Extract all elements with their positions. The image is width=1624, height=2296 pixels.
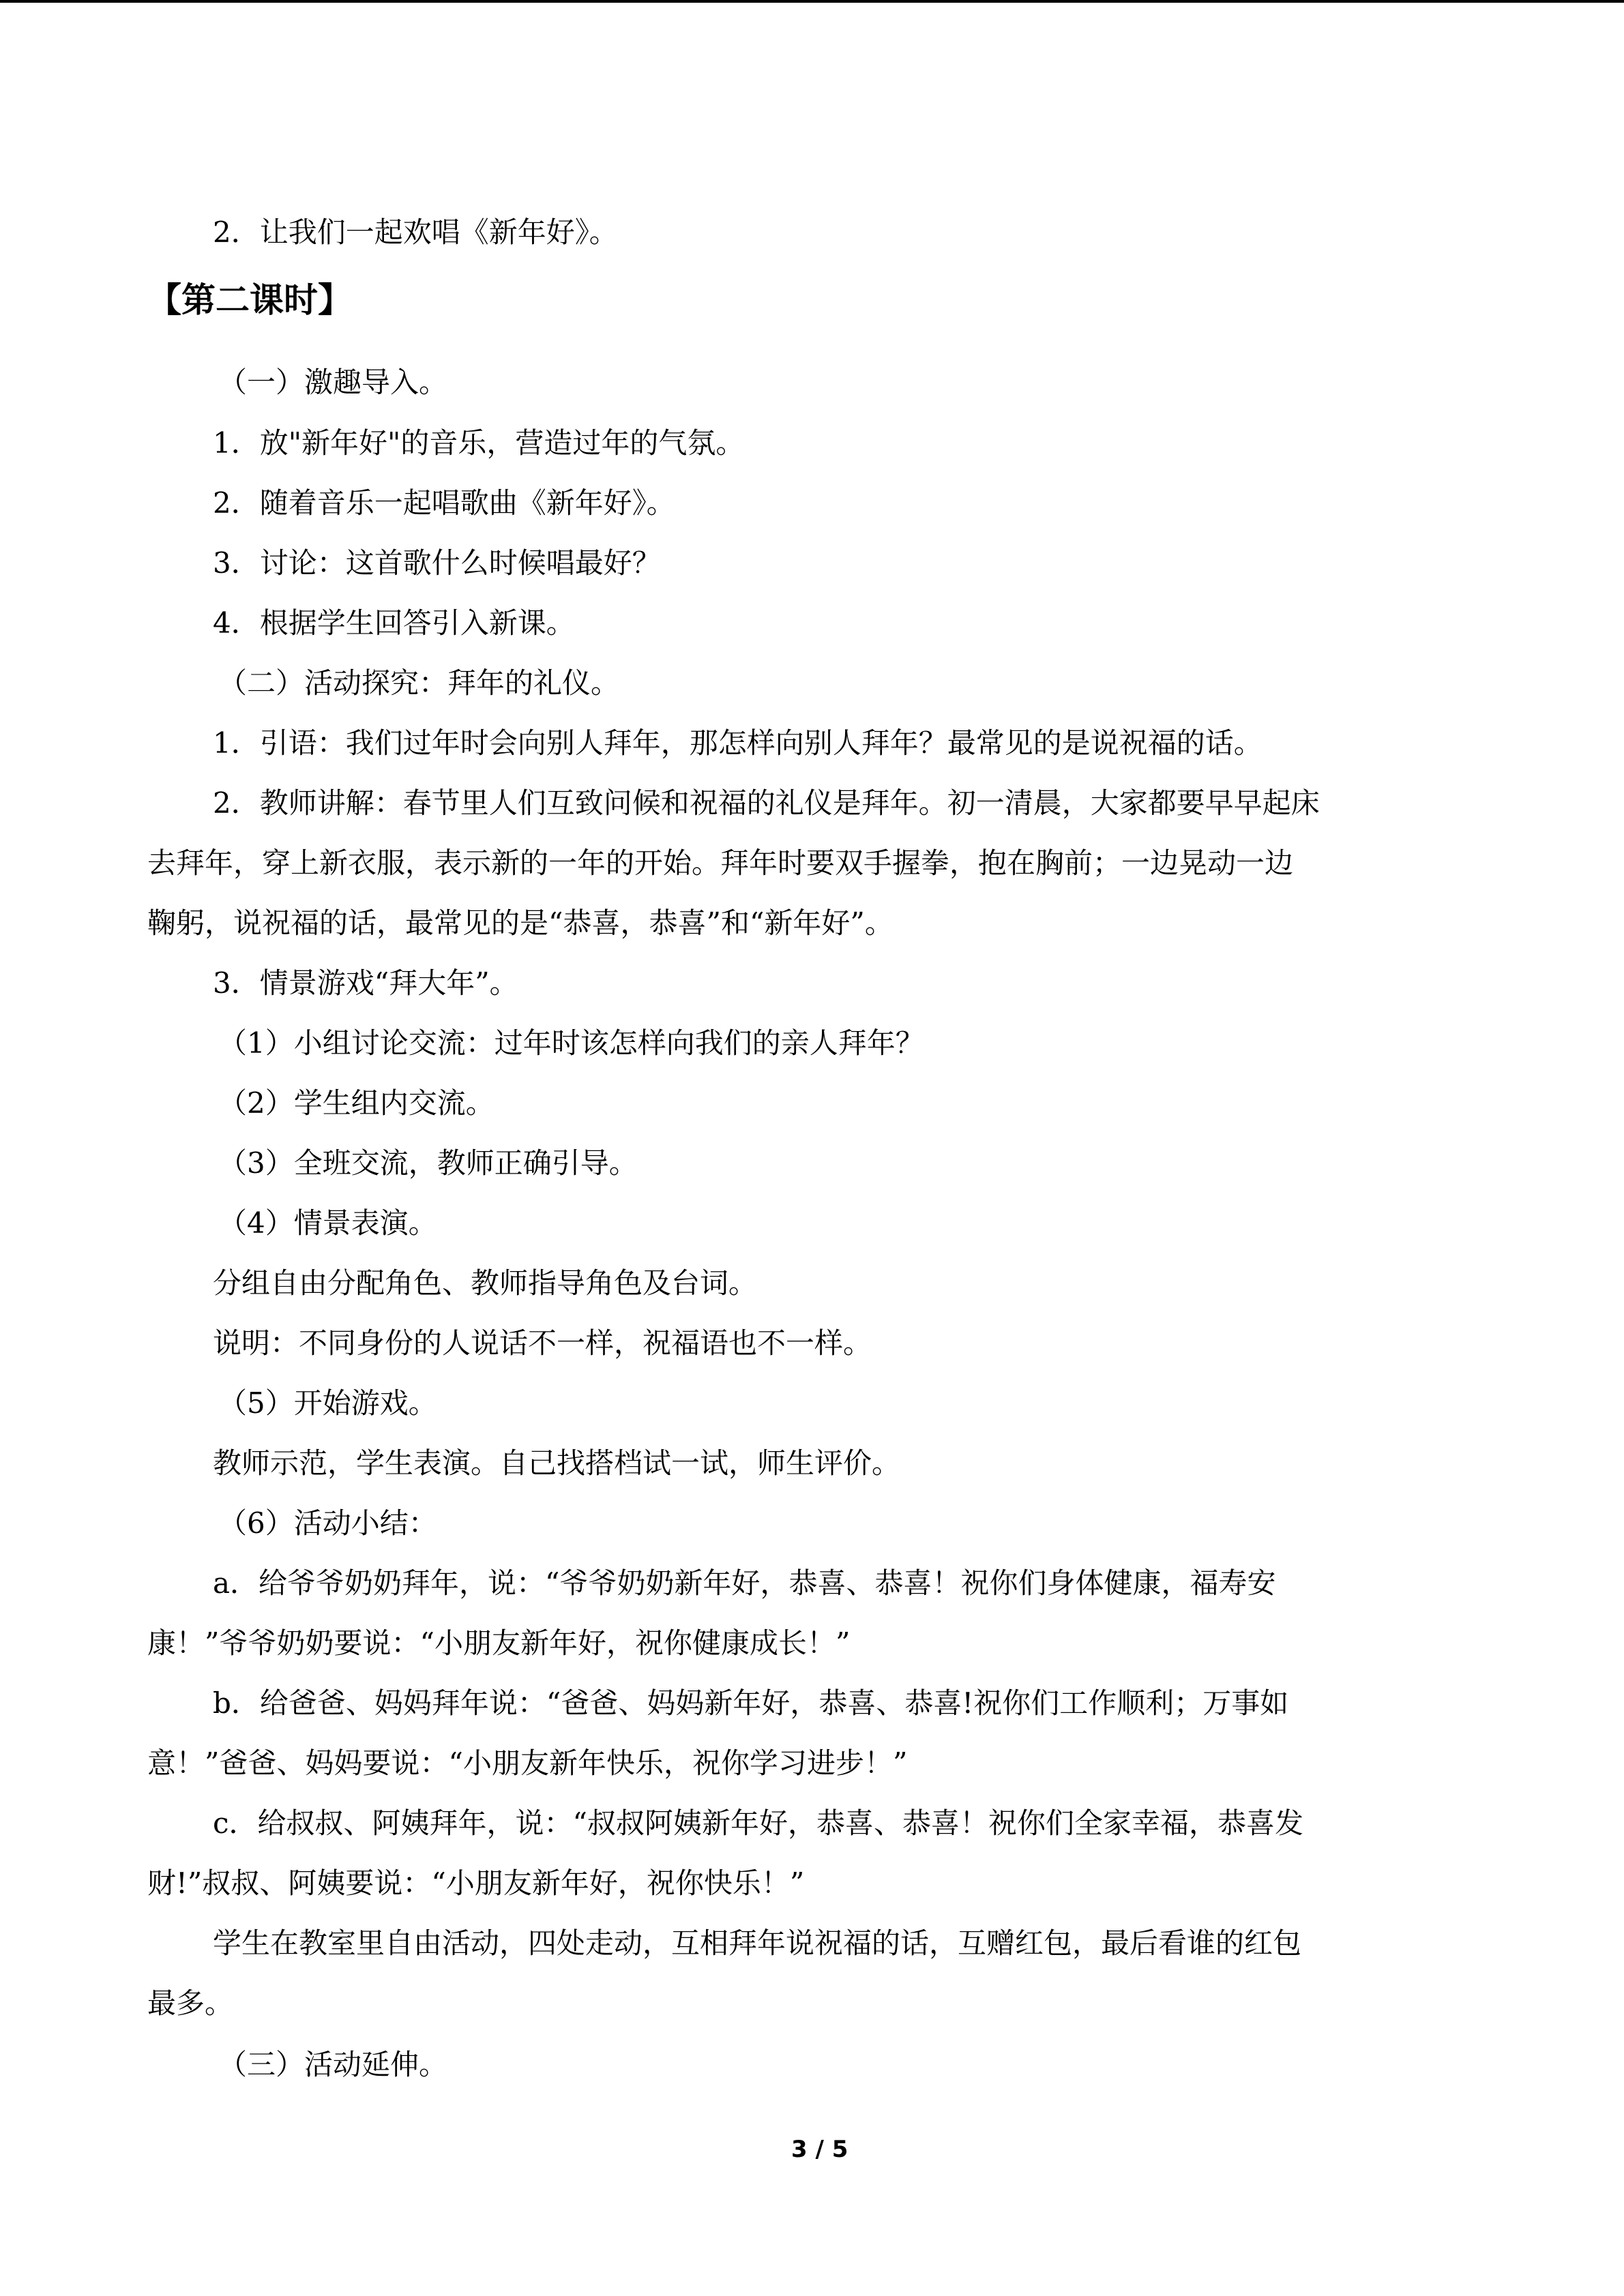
section-heading: 【第二课时】 [147, 280, 352, 320]
paragraph-line: 2．教师讲解：春节里人们互致问候和祝福的礼仪是拜年。初一清晨，大家都要早早起床 [213, 786, 1320, 820]
paragraph-line: 去拜年，穿上新衣服，表示新的一年的开始。拜年时要双手握拳，抱在胸前；一边晃动一边 [147, 846, 1294, 880]
paragraph-line: 意！”爸爸、妈妈要说：“小朋友新年快乐，祝你学习进步！” [147, 1746, 908, 1780]
subsection-heading: （一）激趣导入。 [218, 366, 448, 399]
paragraph-line: 1．放"新年好"的音乐，营造过年的气氛。 [213, 426, 745, 460]
paragraph-line: 教师示范，学生表演。自己找搭档试一试，师生评价。 [213, 1446, 901, 1480]
paragraph-line: （4）情景表演。 [218, 1206, 437, 1240]
paragraph-line: 康！”爷爷奶奶要说：“小朋友新年好，祝你健康成长！” [147, 1626, 851, 1660]
paragraph-line: （2）学生组内交流。 [218, 1086, 494, 1120]
paragraph-line: 学生在教室里自由活动，四处走动，互相拜年说祝福的话，互赠红包，最后看谁的红包 [213, 1926, 1302, 1960]
paragraph-line: 鞠躬，说祝福的话，最常见的是“恭喜，恭喜”和“新年好”。 [147, 906, 894, 940]
paragraph-line: 4．根据学生回答引入新课。 [213, 606, 575, 640]
paragraph-line: a．给爷爷奶奶拜年，说：“爷爷奶奶新年好，恭喜、恭喜！祝你们身体健康，福寿安 [213, 1566, 1276, 1600]
paragraph-line: b．给爸爸、妈妈拜年说：“爸爸、妈妈新年好，恭喜、恭喜!祝你们工作顺利；万事如 [213, 1686, 1289, 1720]
subsection-heading: （二）活动探究：拜年的礼仪。 [218, 666, 620, 700]
paragraph-line: 2．随着音乐一起唱歌曲《新年好》。 [213, 486, 675, 520]
paragraph-line: 2．让我们一起欢唱《新年好》。 [213, 215, 618, 249]
paragraph-line: 最多。 [147, 1986, 234, 2020]
paragraph-line: c．给叔叔、阿姨拜年，说：“叔叔阿姨新年好，恭喜、恭喜！祝你们全家幸福，恭喜发 [213, 1806, 1303, 1840]
paragraph-line: 说明：不同身份的人说话不一样，祝福语也不一样。 [213, 1326, 872, 1360]
paragraph-line: 分组自由分配角色、教师指导角色及台词。 [213, 1266, 758, 1300]
page-number: 3 / 5 [791, 2136, 848, 2163]
paragraph-line: （5）开始游戏。 [218, 1386, 437, 1420]
paragraph-line: 3．讨论：这首歌什么时候唱最好？ [213, 546, 661, 580]
paragraph-line: 1．引语：我们过年时会向别人拜年，那怎样向别人拜年？最常见的是说祝福的话。 [213, 726, 1263, 760]
paragraph-line: （1）小组讨论交流：过年时该怎样向我们的亲人拜年？ [218, 1026, 924, 1060]
paragraph-line: （3）全班交流，教师正确引导。 [218, 1146, 638, 1180]
subsection-heading: （三）活动延伸。 [218, 2048, 448, 2081]
top-border-line [0, 0, 1624, 3]
paragraph-line: 3．情景游戏“拜大年”。 [213, 966, 518, 1000]
paragraph-line: 财!”叔叔、阿姨要说：“小朋友新年好，祝你快乐！” [147, 1866, 805, 1900]
paragraph-line: （6）活动小结： [218, 1506, 437, 1540]
